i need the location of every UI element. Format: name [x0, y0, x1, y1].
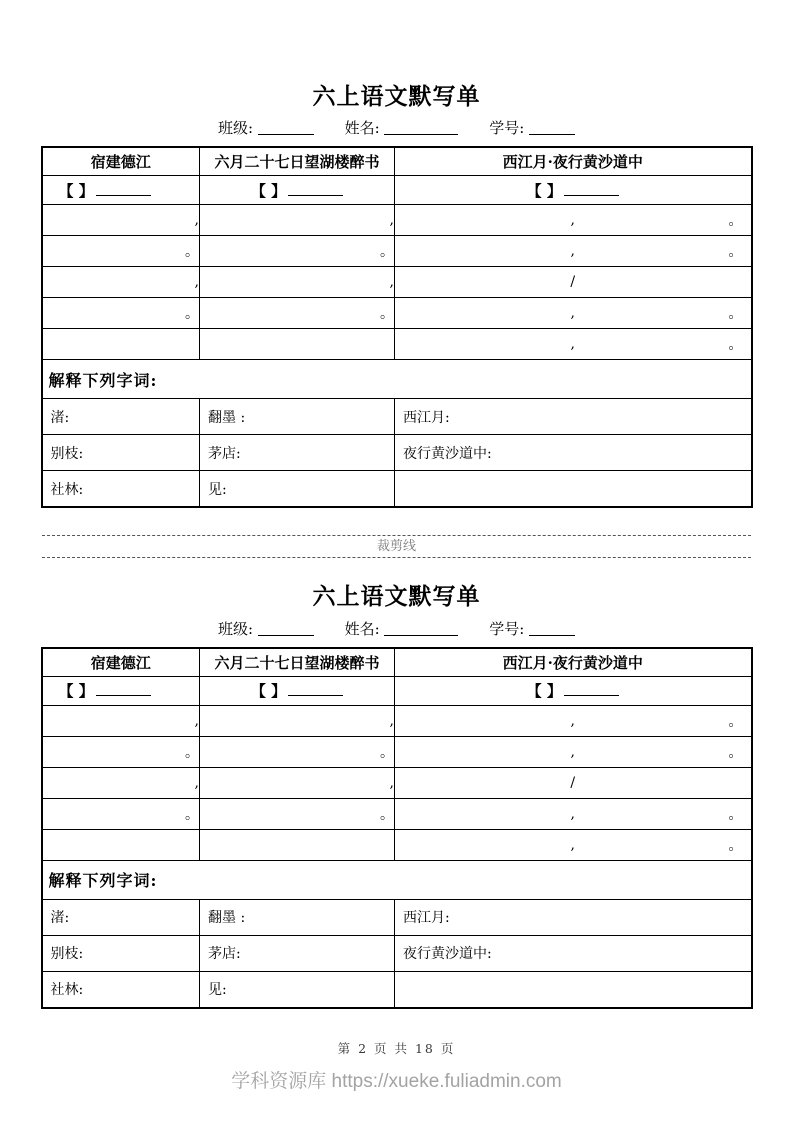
bracket-pair: 【 】	[526, 181, 562, 200]
worksheet-copy-2	[0, 558, 793, 1008]
end-punct: 。	[728, 306, 743, 323]
id-blank	[529, 622, 575, 636]
word-row	[42, 471, 752, 508]
verse-cell: ,	[200, 767, 395, 798]
word-label: 茅店:	[200, 935, 395, 971]
verse-row	[42, 267, 752, 298]
verse-cell	[395, 267, 752, 298]
word-label: 见:	[200, 971, 395, 1008]
poem-title-row	[42, 147, 752, 176]
verse-cell: ,	[42, 767, 200, 798]
id-blank	[529, 121, 575, 135]
verse-cell: 。	[200, 236, 395, 267]
verse-cell	[395, 736, 752, 767]
poem-title-1: 宿建德江	[42, 147, 200, 176]
class-label: 班级:	[217, 119, 254, 138]
student-info-line	[0, 620, 793, 639]
author-bracket-cell-1	[42, 676, 200, 705]
verse-cell: 。	[200, 798, 395, 829]
class-label: 班级:	[217, 619, 254, 638]
mid-punct: ,	[570, 305, 575, 322]
verse-cell	[42, 329, 200, 360]
cut-line-label: 裁剪线	[376, 539, 416, 555]
author-bracket-cell-2	[200, 176, 395, 205]
verse-cell: 。	[42, 298, 200, 329]
end-punct: 。	[728, 213, 743, 230]
end-punct: 。	[728, 744, 743, 761]
cut-line	[42, 535, 751, 558]
author-bracket-row	[42, 176, 752, 205]
word-label: 社林:	[42, 971, 200, 1008]
poem-title-3: 西江月·夜行黄沙道中	[395, 648, 752, 677]
verse-row	[42, 236, 752, 267]
word-label: 西江月:	[395, 399, 752, 435]
word-row	[42, 971, 752, 1008]
explain-heading: 解释下列字词:	[42, 860, 752, 899]
word-label: 别枝:	[42, 935, 200, 971]
name-blank	[384, 622, 458, 636]
student-info-line	[0, 119, 793, 138]
bracket-pair: 【 】	[250, 682, 287, 701]
poem-title-3: 西江月·夜行黄沙道中	[395, 147, 752, 176]
author-bracket-row	[42, 676, 752, 705]
explain-heading-row	[42, 860, 752, 899]
author-bracket-cell-3	[395, 176, 752, 205]
verse-cell	[395, 205, 752, 236]
author-blank	[96, 183, 151, 196]
author-blank	[288, 183, 343, 196]
word-label	[395, 971, 752, 1008]
poem-title-2: 六月二十七日望湖楼醉书	[200, 648, 395, 677]
verse-cell	[42, 829, 200, 860]
word-label: 见:	[200, 471, 395, 508]
page-number: 第 2 页 共 18 页	[337, 1040, 456, 1056]
verse-cell: 。	[42, 736, 200, 767]
end-punct: 。	[728, 713, 743, 730]
id-field	[489, 620, 575, 638]
watermark-text: 学科资源库 https://xueke.fuliadmin.com	[231, 1070, 562, 1092]
verse-cell: 。	[200, 298, 395, 329]
author-blank	[96, 683, 151, 696]
sheet-title: 六上语文默写单	[312, 583, 481, 611]
word-row	[42, 435, 752, 471]
explain-heading: 解释下列字词:	[42, 360, 752, 399]
author-blank	[564, 183, 619, 196]
verse-cell	[200, 829, 395, 860]
poem-title-2: 六月二十七日望湖楼醉书	[200, 147, 395, 176]
mid-punct: /	[570, 274, 576, 291]
verse-cell	[395, 329, 752, 360]
explain-heading-row	[42, 360, 752, 399]
word-label: 翻墨 :	[200, 399, 395, 435]
class-field	[218, 620, 314, 638]
verse-row	[42, 205, 752, 236]
author-bracket-cell-1	[42, 176, 200, 205]
mid-punct: ,	[570, 743, 575, 760]
verse-row	[42, 329, 752, 360]
mid-punct: ,	[570, 836, 575, 853]
name-blank	[384, 121, 458, 135]
verse-row	[42, 736, 752, 767]
class-blank	[258, 121, 314, 135]
author-blank	[564, 683, 619, 696]
end-punct: 。	[728, 244, 743, 261]
verse-cell	[395, 298, 752, 329]
sheet-title: 六上语文默写单	[312, 83, 481, 110]
class-blank	[258, 622, 314, 636]
verse-cell	[395, 767, 752, 798]
verse-cell: ,	[200, 705, 395, 736]
name-field	[345, 119, 459, 137]
word-label: 夜行黄沙道中:	[395, 435, 752, 471]
verse-cell: 。	[200, 736, 395, 767]
word-label: 夜行黄沙道中:	[395, 935, 752, 971]
verse-row	[42, 829, 752, 860]
verse-cell	[395, 798, 752, 829]
verse-cell	[395, 236, 752, 267]
mid-punct: ,	[570, 336, 575, 353]
verse-row	[42, 298, 752, 329]
author-bracket-cell-3	[395, 676, 752, 705]
end-punct: 。	[728, 337, 743, 354]
word-label: 渚:	[42, 899, 200, 935]
bracket-pair: 【 】	[526, 682, 562, 701]
word-label: 社林:	[42, 471, 200, 508]
word-row	[42, 399, 752, 435]
bracket-pair: 【 】	[58, 181, 94, 200]
verse-row	[42, 767, 752, 798]
verse-cell	[395, 829, 752, 860]
verse-cell: ,	[42, 267, 200, 298]
word-label: 渚:	[42, 399, 200, 435]
verse-cell: ,	[200, 205, 395, 236]
poem-title-row	[42, 648, 752, 677]
poem-title-1: 宿建德江	[42, 648, 200, 677]
verse-cell: ,	[42, 205, 200, 236]
bracket-pair: 【 】	[250, 181, 287, 200]
verse-row	[42, 705, 752, 736]
verse-cell: 。	[42, 798, 200, 829]
name-label: 姓名:	[344, 119, 380, 138]
dictation-table	[41, 146, 753, 508]
mid-punct: /	[570, 774, 576, 791]
author-blank	[288, 683, 343, 696]
dictation-table	[41, 647, 753, 1009]
mid-punct: ,	[570, 805, 575, 822]
mid-punct: ,	[570, 243, 575, 260]
mid-punct: ,	[570, 212, 575, 229]
verse-cell: ,	[42, 705, 200, 736]
end-punct: 。	[728, 837, 743, 854]
bracket-pair: 【 】	[58, 682, 94, 701]
name-field	[345, 620, 459, 638]
word-label: 别枝:	[42, 435, 200, 471]
verse-cell: 。	[42, 236, 200, 267]
word-label: 西江月:	[395, 899, 752, 935]
verse-cell	[395, 705, 752, 736]
name-label: 姓名:	[344, 619, 380, 638]
verse-cell: ,	[200, 267, 395, 298]
word-label	[395, 471, 752, 508]
worksheet-copy-1	[0, 0, 793, 508]
word-label: 茅店:	[200, 435, 395, 471]
verse-row	[42, 798, 752, 829]
mid-punct: ,	[570, 712, 575, 729]
word-row	[42, 935, 752, 971]
author-bracket-cell-2	[200, 676, 395, 705]
id-label: 学号:	[489, 619, 525, 638]
end-punct: 。	[728, 806, 743, 823]
word-label: 翻墨 :	[200, 899, 395, 935]
verse-cell	[200, 329, 395, 360]
id-field	[489, 119, 575, 137]
word-row	[42, 899, 752, 935]
id-label: 学号:	[489, 119, 525, 138]
class-field	[218, 119, 314, 137]
